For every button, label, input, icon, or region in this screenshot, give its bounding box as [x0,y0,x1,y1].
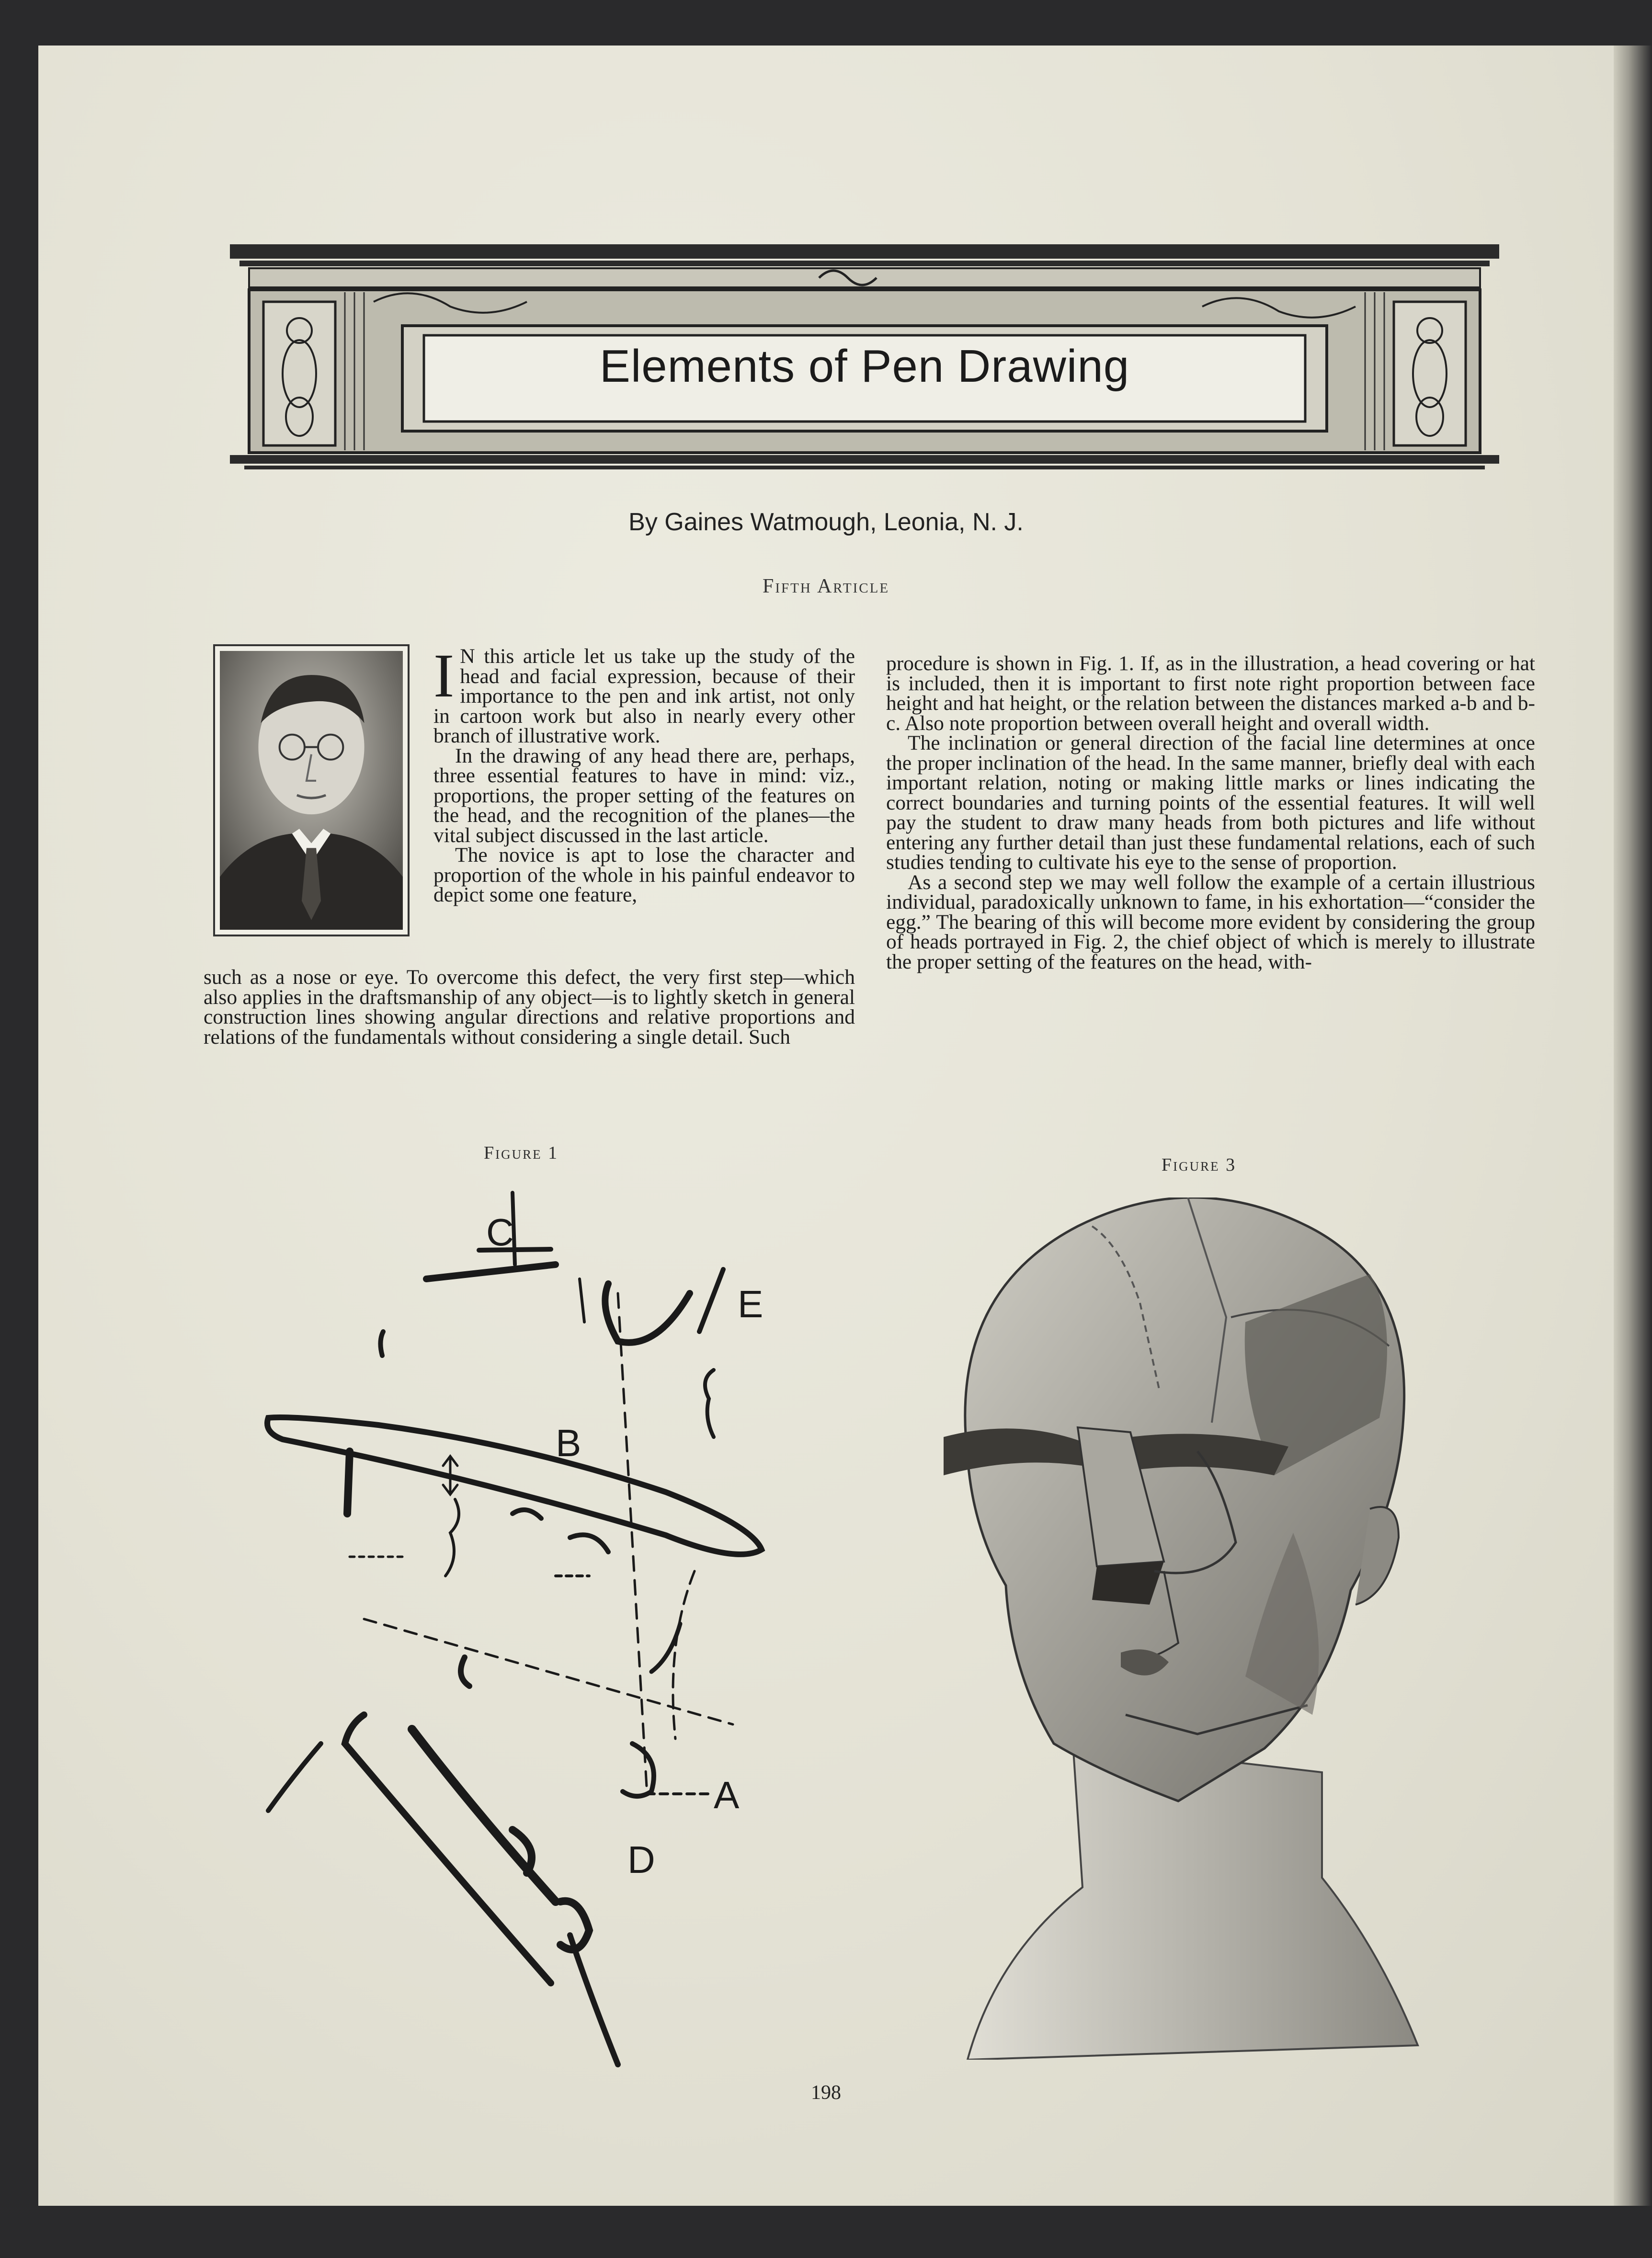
portrait-image [220,651,403,930]
author-portrait [213,644,410,936]
article-label: Fifth Article [762,575,890,597]
label-a: A [714,1774,740,1816]
article-title: Elements of Pen Drawing [599,341,1130,392]
page-number: 198 [811,2082,841,2104]
label-d: D [627,1838,655,1881]
paragraph: procedure is shown in Fig. 1. If, as in the illustration, a head covering or hat is included, then it is important to first note right proportion between face height and hat height, or the relation between the distances marked a-b and b-c. Also note proportion between overall height and overall width. [886,652,1535,735]
paragraph: The novice is apt to lose the character and proportion of the whole in his painful endeavor to depict some one feature, [433,844,855,906]
header-banner [230,244,1499,484]
byline: By Gaines Watmough, Leonia, N. J. [628,508,1024,536]
label-c: C [486,1211,514,1254]
construction-lines-drawing [254,1188,809,2074]
paragraph-intro [433,641,855,747]
dropcap: I [433,641,455,710]
paragraph: As a second step we may well follow the example of a certain illustrious individual, paradoxically unknown to fame, in his exhortation—“consider the egg.” The bearing of this will become more evident by considering the group of heads portrayed in Fig. 2, the chief object of which is merely to illustrate the proper setting of the features on the head, with- [886,870,1535,973]
figure-1-sketch [254,1188,809,2074]
column-1-bottom [204,968,855,1047]
planar-head-drawing [939,1197,1456,2060]
figure-3-planar-head [939,1197,1456,2060]
paragraph: The inclination or general direction of the facial line determines at once the proper inclination of the head. In the same manner, briefly deal with each important relation, noting or making little marks or lines indicating the correct boundaries and turning points of the essential features. It will well pay the student to draw many heads from both pictures and life without entering any further detail than just these fundamental relations, each of such studies tending to cultivate his eye to the sense of proportion. [886,731,1535,874]
figure-3-caption: Figure 3 [1162,1155,1237,1175]
column-1-top [433,641,855,906]
page-edge [1614,46,1652,2206]
label-e: E [738,1283,763,1325]
column-2 [886,654,1535,972]
label-b: B [556,1422,581,1464]
paragraph-text: N this article let us take up the study of the head and facial expression, because of their importance to the pen and ink artist, not only in cartoon work but also in nearly every other branch of illustrative work. [433,645,855,747]
paragraph: In the drawing of any head there are, perhaps, three essential features to have in mind: viz., proportions, the proper setting of the features on the head, and the recognition of the planes—the vital subject discussed in the last article. [433,744,855,847]
figure-1-caption: Figure 1 [484,1143,559,1163]
paragraph: such as a nose or eye. To overcome this defect, the very first step—which also applies in the draftsmanship of any object—is to lightly sketch in general construction lines showing angular directions and relative proportions and relations of the fundamentals without considering a single detail. Such [204,966,855,1049]
